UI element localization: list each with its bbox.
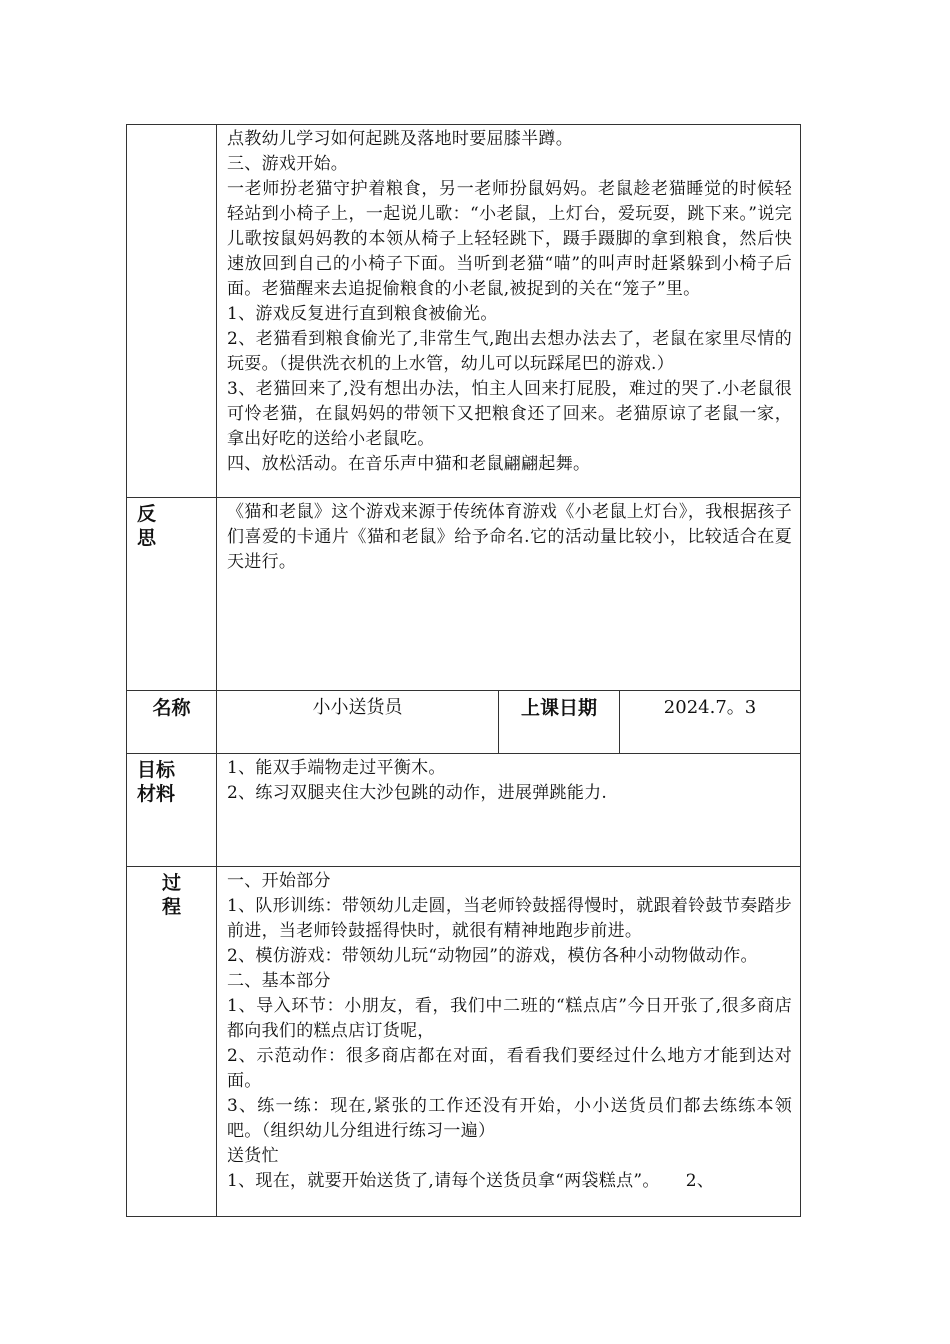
process-line: 送货忙 [227, 1146, 279, 1166]
activity-line: 2、老猫看到粮食偷光了,非常生气,跑出去想办法去了，老鼠在家里尽情的玩耍。（提供洗衣机的上水管，幼儿可以玩踩尾巴的游戏.） [227, 329, 793, 374]
goal-line: 2、练习双腿夹住大沙包跳的动作，进展弹跳能力. [227, 783, 608, 803]
goals-content [217, 754, 801, 867]
reflection-row [127, 498, 801, 691]
activity-line: 四、放松活动。在音乐声中猫和老鼠翩翩起舞。 [227, 454, 591, 474]
activity-line: 1、游戏反复进行直到粮食被偷光。 [227, 304, 498, 324]
activity-continued-row [127, 125, 801, 498]
process-label: 过 程 [127, 867, 217, 1217]
process-line: 3、练一练：现在,紧张的工作还没有开始，小小送货员们都去练练本领吧。（组织幼儿分组进行练习一遍） [227, 1096, 793, 1141]
reflection-label: 反 思 [127, 498, 217, 691]
activity-line: 一老师扮老猫守护着粮食，另一老师扮鼠妈妈。老鼠趁老猫睡觉的时候轻轻站到小椅子上，一起说儿歌：“小老鼠，上灯台，爱玩耍，跳下来。”说完儿歌按鼠妈妈教的本领从椅子上轻轻跳下，蹑手蹑脚的拿到粮食，然后快速放回到自己的小椅子下面。当听到老猫“喵”的叫声时赶紧躲到小椅子后面。老猫醒来去追捉偷粮食的小老鼠,被捉到的关在“笼子”里。 [227, 179, 793, 299]
reflection-text: 《猫和老鼠》这个游戏来源于传统体育游戏《小老鼠上灯台》，我根据孩子们喜爱的卡通片《猫和老鼠》给予命名.它的活动量比较小，比较适合在夏天进行。 [217, 498, 801, 691]
activity-line: 三、游戏开始。 [227, 154, 349, 174]
process-line: 2、示范动作：很多商店都在对面，看看我们要经过什么地方才能到达对面。 [227, 1046, 793, 1091]
process-line: 2、模仿游戏：带领幼儿玩“动物园”的游戏，模仿各种小动物做动作。 [227, 946, 758, 966]
activity-content-cell [217, 125, 801, 498]
name-label: 名称 [127, 691, 217, 754]
goal-line: 1、能双手端物走过平衡木。 [227, 758, 446, 778]
lesson-date: 2024.7。3 [620, 691, 801, 754]
process-line: 一、开始部分 [227, 871, 331, 891]
activity-line: 点教幼儿学习如何起跳及落地时要屈膝半蹲。 [227, 129, 573, 149]
goals-label: 目标 材料 [127, 754, 217, 867]
goals-row [127, 754, 801, 867]
activity-line: 3、老猫回来了,没有想出办法，怕主人回来打屁股，难过的哭了.小老鼠很可怜老猫，在鼠妈妈的带领下又把粮食还了回来。老猫原谅了老鼠一家，拿出好吃的送给小老鼠吃。 [227, 379, 793, 449]
process-line: 1、现在，就要开始送货了,请每个送货员拿“两袋糕点”。 2、 [227, 1171, 715, 1191]
process-line: 1、队形训练：带领幼儿走圆，当老师铃鼓摇得慢时，就跟着铃鼓节奏踏步前进，当老师铃鼓摇得快时，就很有精神地跑步前进。 [227, 896, 793, 941]
process-line: 1、导入环节：小朋友，看，我们中二班的“糕点店”今日开张了,很多商店都向我们的糕点店订货呢， [227, 996, 793, 1041]
process-line: 二、基本部分 [227, 971, 331, 991]
title-row [127, 691, 801, 754]
lesson-name: 小小送货员 [217, 691, 499, 754]
process-content [217, 867, 801, 1217]
activity-label-cell [127, 125, 217, 498]
date-label: 上课日期 [499, 691, 620, 754]
lesson-plan-table [126, 124, 801, 1217]
process-row [127, 867, 801, 1217]
